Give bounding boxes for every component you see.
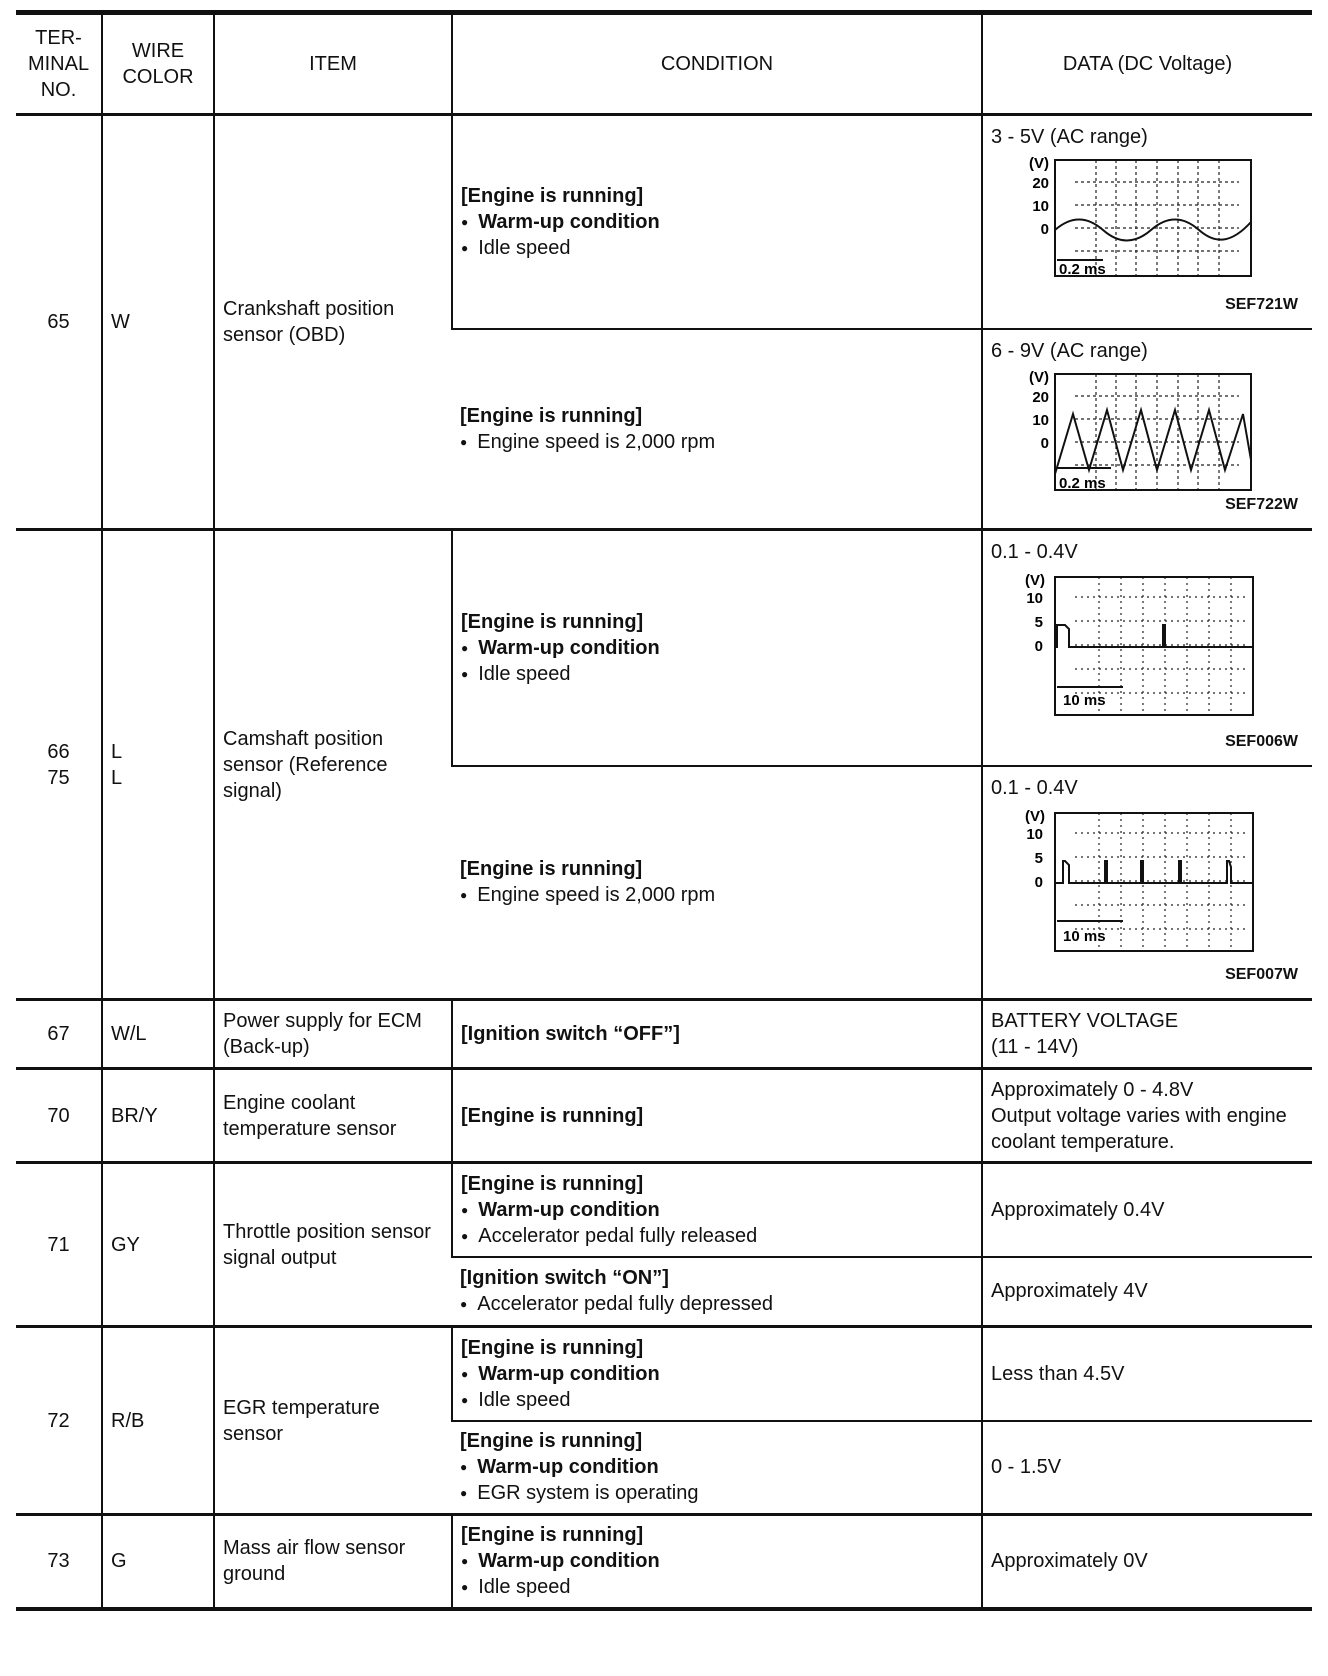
terminal-cell: 73 <box>16 1515 102 1609</box>
condition-heading: [Ignition switch “OFF”] <box>461 1023 680 1045</box>
data-cell: Approximately 0V <box>982 1515 1312 1609</box>
waveform-chart <box>991 801 1291 971</box>
wire-color-cell: BR/Y <box>102 1069 214 1163</box>
data-value: 0.1 - 0.4V <box>991 776 1078 799</box>
terminal-cell: 72 <box>16 1327 102 1515</box>
condition-cell <box>452 1327 982 1421</box>
item-cell: Camshaft position sensor (Reference signal) <box>214 530 452 1000</box>
wire-color-cell: GY <box>102 1163 214 1327</box>
condition-cell <box>452 1515 982 1609</box>
condition-cell <box>452 329 982 530</box>
data-value: 3 - 5V (AC range) <box>991 126 1148 148</box>
data-value: Output voltage varies with engine coolant temperature. <box>991 1104 1287 1153</box>
table-row <box>16 1000 1312 1069</box>
condition-heading: [Engine is running] <box>460 858 643 881</box>
terminal-cell: 65 <box>16 115 102 530</box>
data-cell: Approximately 4V <box>982 1257 1312 1327</box>
condition-heading: [Engine is running] <box>461 1524 644 1547</box>
item-cell: Throttle position sensor signal output <box>214 1163 452 1327</box>
wire-color-cell: L L <box>102 530 214 1000</box>
terminal-cell: 70 <box>16 1069 102 1163</box>
tick-label: 5 <box>1034 614 1043 631</box>
condition-bullet: ● Accelerator pedal fully released <box>461 1223 973 1249</box>
tick-label: 20 <box>1032 175 1049 192</box>
time-scale-label: 0.2 ms <box>1059 261 1106 278</box>
tick-label: 10 <box>1026 590 1043 607</box>
condition-bullet: ● Warm-up condition <box>460 1454 973 1480</box>
figure-id: SEF007W <box>1225 966 1298 983</box>
header-wire-color: WIRE COLOR <box>102 13 214 115</box>
tick-label: 10 <box>1032 198 1049 215</box>
condition-cell <box>452 1421 982 1515</box>
condition-cell <box>452 1163 982 1257</box>
condition-cell <box>452 530 982 766</box>
header-terminal: TER- MINAL NO. <box>16 13 102 115</box>
table-row <box>16 1163 1312 1257</box>
condition-bullet: ● Accelerator pedal fully depressed <box>460 1291 973 1317</box>
condition-heading: [Engine is running] <box>461 1336 644 1359</box>
item-cell: Engine coolant temperature sensor <box>214 1069 452 1163</box>
ecm-terminal-table <box>16 10 1312 1611</box>
condition-bullet: ● Idle speed <box>461 1574 973 1600</box>
data-cell <box>982 1000 1312 1069</box>
wire-color-cell: W/L <box>102 1000 214 1069</box>
condition-heading: [Engine is running] <box>461 1104 644 1127</box>
axis-unit: (V) <box>1025 572 1045 589</box>
condition-bullet: ● Warm-up condition <box>461 209 973 235</box>
header-condition: CONDITION <box>452 13 982 115</box>
condition-bullet: ● Warm-up condition <box>461 1548 973 1574</box>
time-scale-label: 0.2 ms <box>1059 474 1106 492</box>
condition-heading: [Engine is running] <box>460 1430 643 1453</box>
axis-unit: (V) <box>1025 807 1045 825</box>
tick-label: 5 <box>1034 849 1043 867</box>
tick-label: 10 <box>1032 411 1049 429</box>
wire-color-cell: R/B <box>102 1327 214 1515</box>
table-row <box>16 1069 1312 1163</box>
condition-cell <box>452 115 982 329</box>
data-value: 0.1 - 0.4V <box>991 541 1078 563</box>
time-scale-label: 10 ms <box>1063 692 1106 709</box>
condition-bullet: ● Engine speed is 2,000 rpm <box>460 429 973 455</box>
figure-id: SEF722W <box>1225 496 1298 513</box>
tick-label: 10 <box>1026 825 1043 843</box>
condition-bullet: ● Engine speed is 2,000 rpm <box>460 882 973 908</box>
wire-color-cell: G <box>102 1515 214 1609</box>
condition-heading: [Engine is running] <box>461 1172 644 1195</box>
axis-unit: (V) <box>1029 368 1049 386</box>
header-data: DATA (DC Voltage) <box>982 13 1312 115</box>
data-cell: Less than 4.5V <box>982 1327 1312 1421</box>
data-cell <box>982 329 1312 530</box>
tick-label: 0 <box>1040 434 1049 452</box>
tick-label: 0 <box>1040 221 1049 238</box>
time-scale-label: 10 ms <box>1063 927 1106 945</box>
table-row <box>16 1327 1312 1421</box>
data-cell <box>982 766 1312 1000</box>
data-cell <box>982 1069 1312 1163</box>
data-value: BATTERY VOLTAGE <box>991 1010 1179 1032</box>
ecm-terminal-table-page <box>16 10 1312 1611</box>
tick-label: 0 <box>1034 638 1043 655</box>
table-row <box>16 1515 1312 1609</box>
condition-cell <box>452 1257 982 1327</box>
item-cell: EGR temperature sensor <box>214 1327 452 1515</box>
condition-bullet: ● Idle speed <box>461 661 973 687</box>
figure-id: SEF006W <box>1225 732 1298 750</box>
table-row <box>16 115 1312 329</box>
condition-bullet: ● Idle speed <box>461 1387 973 1413</box>
condition-heading: [Engine is running] <box>461 610 644 633</box>
condition-cell <box>452 1069 982 1163</box>
data-value: (11 - 14V) <box>991 1036 1079 1058</box>
figure-id: SEF721W <box>1225 295 1298 313</box>
condition-heading: [Engine is running] <box>461 184 644 207</box>
data-cell <box>982 115 1312 329</box>
header-item: ITEM <box>214 13 452 115</box>
condition-bullet: ● Idle speed <box>461 235 973 261</box>
tick-label: 0 <box>1034 873 1043 891</box>
data-value: Approximately 0 - 4.8V <box>991 1078 1194 1101</box>
condition-heading: [Ignition switch “ON”] <box>460 1267 669 1290</box>
terminal-cell: 71 <box>16 1163 102 1327</box>
condition-bullet: ● Warm-up condition <box>461 1197 973 1223</box>
terminal-cell: 67 <box>16 1000 102 1069</box>
data-value: 6 - 9V (AC range) <box>991 339 1148 362</box>
data-cell <box>982 530 1312 766</box>
condition-bullet: ● Warm-up condition <box>461 635 973 661</box>
item-cell: Power supply for ECM (Back-up) <box>214 1000 452 1069</box>
tick-label: 20 <box>1032 388 1049 406</box>
condition-cell <box>452 1000 982 1069</box>
wire-color-cell: W <box>102 115 214 530</box>
condition-cell <box>452 766 982 1000</box>
waveform-chart <box>991 364 1291 504</box>
terminal-cell: 66 75 <box>16 530 102 1000</box>
data-cell: Approximately 0.4V <box>982 1163 1312 1257</box>
table-row <box>16 530 1312 766</box>
item-cell: Mass air flow sensor ground <box>214 1515 452 1609</box>
waveform-chart <box>991 565 1291 735</box>
data-cell: 0 - 1.5V <box>982 1421 1312 1515</box>
condition-heading: [Engine is running] <box>460 404 643 427</box>
condition-bullet: ● Warm-up condition <box>461 1361 973 1387</box>
axis-unit: (V) <box>1029 155 1049 172</box>
waveform-chart <box>991 150 1291 290</box>
item-cell: Crankshaft position sensor (OBD) <box>214 115 452 530</box>
header-row <box>16 13 1312 115</box>
condition-bullet: ● EGR system is operating <box>460 1480 973 1506</box>
